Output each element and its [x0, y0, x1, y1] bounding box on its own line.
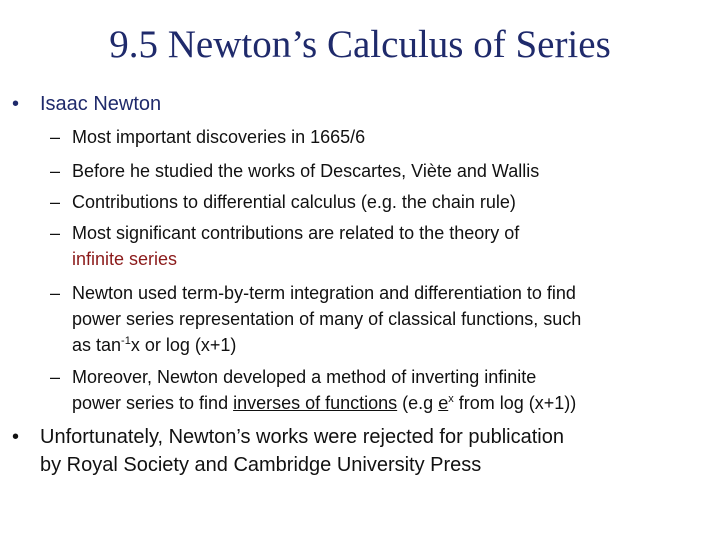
subitem-text: Newton used term-by-term integration and differentiation to find	[72, 283, 576, 303]
e-exponent: x	[448, 393, 454, 405]
subitem-text: Before he studied the works of Descartes, Viète and Wallis	[72, 161, 540, 181]
dash-icon: –	[50, 223, 61, 243]
bullet-text-line2: by Royal Society and Cambridge University Press	[40, 454, 482, 476]
slide-title: 9.5 Newton’s Calculus of Series	[109, 23, 611, 66]
subitem-text-line2	[72, 390, 576, 416]
dash-icon: –	[50, 283, 61, 303]
bullet-text: Isaac Newton	[40, 93, 162, 115]
subitem-text: Most important discoveries in 1665/6	[72, 127, 366, 147]
dash-icon: –	[50, 367, 61, 387]
bullet-icon: •	[12, 426, 20, 448]
subitem-text: Moreover, Newton developed a method of inverting infinite	[72, 367, 537, 387]
dash-icon: –	[50, 127, 61, 147]
bullet-text: Unfortunately, Newton’s works were rejected for publication	[40, 426, 564, 448]
subitem-text-line2: infinite series	[72, 249, 178, 269]
dash-icon: –	[50, 161, 61, 181]
bullet-icon: •	[12, 93, 20, 115]
tan-exponent: -1	[121, 335, 131, 347]
tan-suffix: x or log (x+1)	[130, 335, 237, 355]
subitem-text-line2: power series representation of many of classical functions, such	[72, 309, 582, 329]
subitem-text: Contributions to differential calculus (e.g. the chain rule)	[72, 192, 516, 212]
inverses-of-functions-link: inverses of functions	[233, 393, 398, 413]
subitem-text: Most significant contributions are related to the theory of	[72, 223, 520, 243]
inverting-prefix: power series to find	[72, 393, 234, 413]
dash-icon: –	[50, 192, 61, 212]
subitem-text-line3	[72, 332, 236, 358]
tan-prefix: as tan	[72, 335, 122, 355]
inverting-suffix: from log (x+1))	[453, 393, 577, 413]
inverting-mid: (e.g	[397, 393, 439, 413]
e-letter: e	[438, 393, 449, 413]
